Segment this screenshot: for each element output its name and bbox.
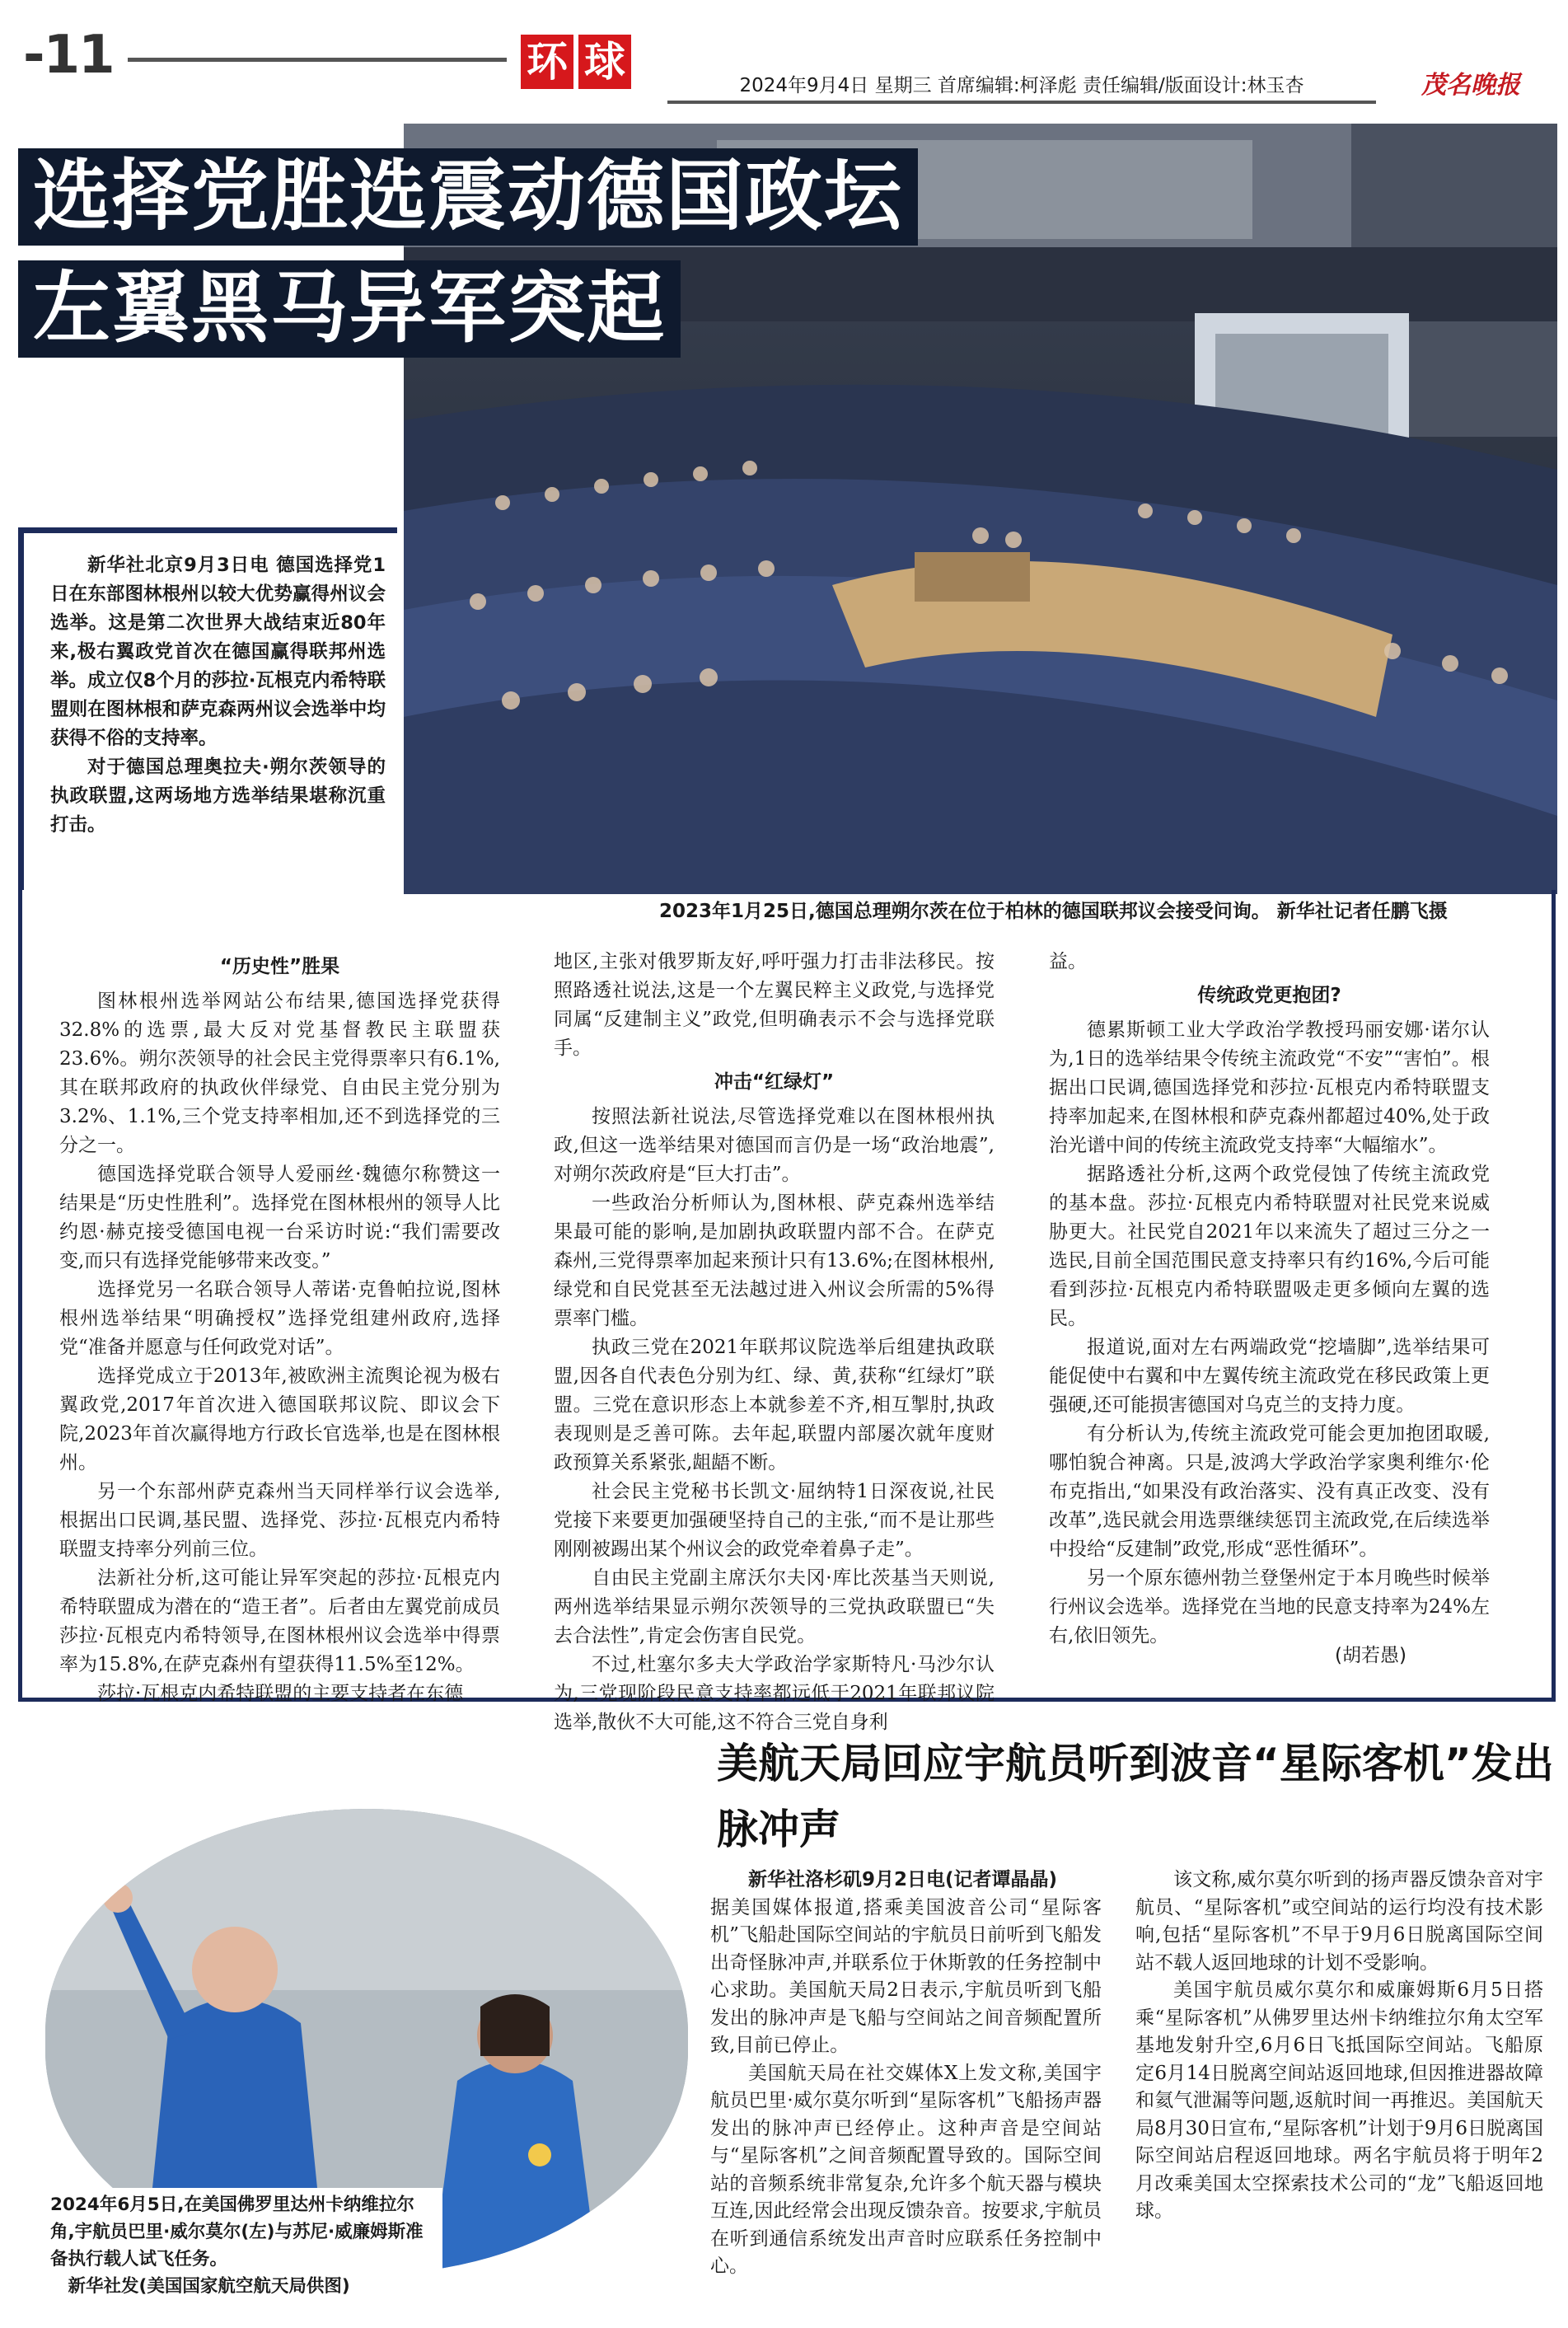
paragraph-continued: 地区,主张对俄罗斯友好,呼吁强力打击非法移民。按照路透社说法,这是一个左翼民粹主义政党,与选择党同属“反建制主义”政党,但明确表示不会与选择党联手。	[554, 951, 995, 1059]
paragraph: 据美国媒体报道,搭乘美国波音公司“星际客机”飞船赴国际空间站的宇航员日前听到飞船发出奇怪脉冲声,并联系位于休斯敦的任务控制中心求助。美国航天局2日表示,宇航员听到飞船发出的脉冲声是飞船与空间站之间音频配置所致,目前已停止。	[710, 1896, 1102, 2056]
paragraph: 自由民主党副主席沃尔夫冈·库比茨基当天则说,两州选举结果显示朔尔茨领导的三党执政联盟已“失去合法性”,肯定会伤害自民党。	[554, 1567, 995, 1646]
subheading: 冲击“红绿灯”	[714, 1071, 835, 1093]
paragraph: 不过,杜塞尔多夫大学政治学家斯特凡·马沙尔认为,三党现阶段民意支持率都远低于2021年联邦议院选举,散伙不大可能,这不符合三党自身利	[554, 1654, 995, 1733]
page-number: -11	[23, 25, 114, 86]
paragraph: 莎拉·瓦根克内希特联盟的主要支持者在东德	[97, 1683, 464, 1704]
second-article-column-1	[710, 1867, 1102, 2281]
paragraph: 另一个东部州萨克森州当天同样举行议会选举,根据出口民调,基民盟、选择党、莎拉·瓦根克内希特联盟支持率分列前三位。	[59, 1481, 500, 1560]
paragraph: 法新社分析,这可能让异军突起的莎拉·瓦根克内希特联盟成为潜在的“造王者”。后者由左翼党前成员莎拉·瓦根克内希特领导,在图林根州议会选举中得票率为15.8%,在萨克森州有望获得11.5%至12%。	[59, 1567, 500, 1675]
paragraph: 社会民主党秘书长凯文·屈纳特1日深夜说,社民党接下来要更加强硬坚持自己的主张,“而不是让那些刚刚被踢出某个州议会的政党牵着鼻子走”。	[554, 1481, 995, 1560]
second-article-column-2	[1135, 1867, 1543, 2226]
paragraph: 图林根州选举网站公布结果,德国选择党获得32.8%的选票,最大反对党基督教民主联盟获23.6%。朔尔茨领导的社会民主党得票率只有6.1%,其在联邦政府的执政伙伴绿党、自由民主党分别为3.2%、1.1%,三个党支持率相加,还不到选择党的三分之一。	[59, 991, 500, 1156]
paragraph: 执政三党在2021年联邦议院选举后组建执政联盟,因各自代表色分别为红、绿、黄,获称“红绿灯”联盟。三党在意识形态上本就参差不齐,相互掣肘,执政表现则是乏善可陈。去年起,联盟内部屡次就年度财政预算关系紧张,龃龉不断。	[554, 1337, 995, 1473]
paragraph: 德国选择党联合领导人爱丽丝·魏德尔称赞这一结果是“历史性胜利”。选择党在图林根州的领导人比约恩·赫克接受德国电视一台采访时说:“我们需要改变,而只有选择党能够带来改变。”	[59, 1164, 500, 1272]
section-char: 环	[521, 35, 573, 89]
paragraph: 据路透社分析,这两个政党侵蚀了传统主流政党的基本盘。莎拉·瓦根克内希特联盟对社民党来说威胁更大。社民党自2021年以来流失了超过三分之一选民,目前全国范围民意支持率只有约16%,今后可能看到莎拉·瓦根克内希特联盟吸走更多倾向左翼的选民。	[1049, 1164, 1490, 1329]
subheading: 传统政党更抱团?	[1197, 985, 1341, 1006]
photo-caption: 2023年1月25日,德国总理朔尔茨在位于柏林的德国联邦议会接受问询。 新华社记者任鹏飞摄	[659, 901, 1448, 922]
article-column-1	[59, 948, 500, 1708]
paragraph: 按照法新社说法,尽管选择党难以在图林根州执政,但这一选举结果对德国而言仍是一场“政治地震”,对朔尔茨政府是“巨大打击”。	[554, 1106, 995, 1185]
lead-paragraph: 对于德国总理奥拉夫·朔尔茨领导的执政联盟,这两场地方选举结果堪称沉重打击。	[50, 756, 386, 836]
paragraph: 一些政治分析师认为,图林根、萨克森州选举结果最可能的影响,是加剧执政联盟内部不合。在萨克森州,三党得票率加起来预计只有13.6%;在图林根州,绿党和自民党甚至无法越过进入州议会所需的5%得票率门槛。	[554, 1192, 995, 1329]
article-column-2	[554, 948, 995, 1737]
header-rule	[128, 58, 507, 62]
paragraph: 德累斯顿工业大学政治学教授玛丽安娜·诺尔认为,1日的选举结果令传统主流政党“不安”“害怕”。根据出口民调,德国选择党和莎拉·瓦根克内希特联盟支持率加起来,在图林根和萨克森州都超过40%,处于政治光谱中间的传统主流政党支持率“大幅缩水”。	[1049, 1019, 1490, 1156]
paragraph: 美国宇航员威尔莫尔和威廉姆斯6月5日搭乘“星际客机”从佛罗里达州卡纳维拉尔角太空军基地发射升空,6月6日飞抵国际空间站。飞船原定6月14日脱离空间站返回地球,但因推进器故障和氦气泄漏等问题,返航时间一再推迟。美国航天局8月30日宣布,“星际客机”计划于9月6日脱离国际空间站启程返回地球。两名宇航员将于明年2月改乘美国太空探索技术公司的“龙”飞船返回地球。	[1135, 1979, 1543, 2222]
paragraph-continued: 益。	[1049, 951, 1087, 972]
second-headline: 美航天局回应宇航员听到波音“星际客机”发出脉冲声	[717, 1740, 1554, 1853]
paragraph: 另一个原东德州勃兰登堡州定于本月晚些时候举行州议会选举。选择党在当地的民意支持率为24%左右,依旧领先。	[1049, 1567, 1490, 1646]
paragraph: 选择党另一名联合领导人蒂诺·克鲁帕拉说,图林根州选举结果“明确授权”选择党组建州政府,选择党“准备并愿意与任何政党对话”。	[59, 1279, 500, 1358]
dateline: 新华社洛杉矶9月2日电(记者谭晶晶)	[748, 1869, 1058, 1890]
section-tag	[521, 35, 636, 89]
lead-paragraph: 新华社北京9月3日电 德国选择党1日在东部图林根州以较大优势赢得州议会选举。这是第二次世界大战结束近80年来,极右翼政党首次在德国赢得联邦州选举。成立仅8个月的莎拉·瓦根克内希特联盟则在图林根和萨克森两州议会选举中均获得不俗的支持率。	[50, 555, 386, 749]
caption-text: 2024年6月5日,在美国佛罗里达州卡纳维拉尔角,宇航员巴里·威尔莫尔(左)与苏尼·威廉姆斯准备执行载人试飞任务。	[50, 2195, 424, 2269]
author-byline: (胡若愚)	[1335, 1645, 1407, 1666]
lead-box	[18, 527, 397, 890]
article-column-3	[1049, 948, 1490, 1651]
paragraph: 报道说,面对左右两端政党“挖墙脚”,选举结果可能促使中右翼和中左翼传统主流政党在移民政策上更强硬,还可能损害德国对乌克兰的支持力度。	[1049, 1337, 1490, 1416]
section-char: 球	[578, 35, 631, 89]
photo-caption-2	[45, 2188, 442, 2303]
main-headline-line2: 左翼黑马异军突起	[18, 260, 681, 358]
paragraph: 有分析认为,传统主流政党可能会更加抱团取暖,哪怕貌合神离。只是,波鸿大学政治学家奥利维尔·伦布克指出,“如果没有政治落实、没有真正改变、没有改革”,选民就会用选票继续惩罚主流政党,在后续选举中投给“反建制”政党,形成“恶性循环”。	[1049, 1423, 1490, 1560]
paragraph: 选择党成立于2013年,被欧洲主流舆论视为极右翼政党,2017年首次进入德国联邦议院、即议会下院,2023年首次赢得地方行政长官选举,也是在图林根州。	[59, 1365, 500, 1473]
subheading: “历史性”胜果	[219, 956, 340, 977]
header-meta: 2024年9月4日 星期三 首席编辑:柯泽彪 责任编辑/版面设计:林玉杏	[667, 74, 1376, 104]
paragraph: 美国航天局在社交媒体X上发文称,美国宇航员巴里·威尔莫尔听到“星际客机”飞船扬声器发出的脉冲声已经停止。这种声音是空间站与“星际客机”之间音频配置导致的。国际空间站的音频系统非常复杂,允许多个航天器与模块互连,因此经常会出现反馈杂音。按要求,宇航员在听到通信系统发出声音时应联系任务控制中心。	[710, 2062, 1102, 2277]
caption-credit: 新华社发(美国国家航空航天局供图)	[68, 2276, 350, 2297]
paragraph: 该文称,威尔莫尔听到的扬声器反馈杂音对宇航员、“星际客机”或空间站的运行均没有技术影响,包括“星际客机”不早于9月6日脱离国际空间站不载人返回地球的计划不受影响。	[1135, 1869, 1543, 1974]
newspaper-logo: 茂名晚报	[1421, 71, 1520, 100]
main-headline-line1: 选择党胜选震动德国政坛	[18, 148, 918, 246]
